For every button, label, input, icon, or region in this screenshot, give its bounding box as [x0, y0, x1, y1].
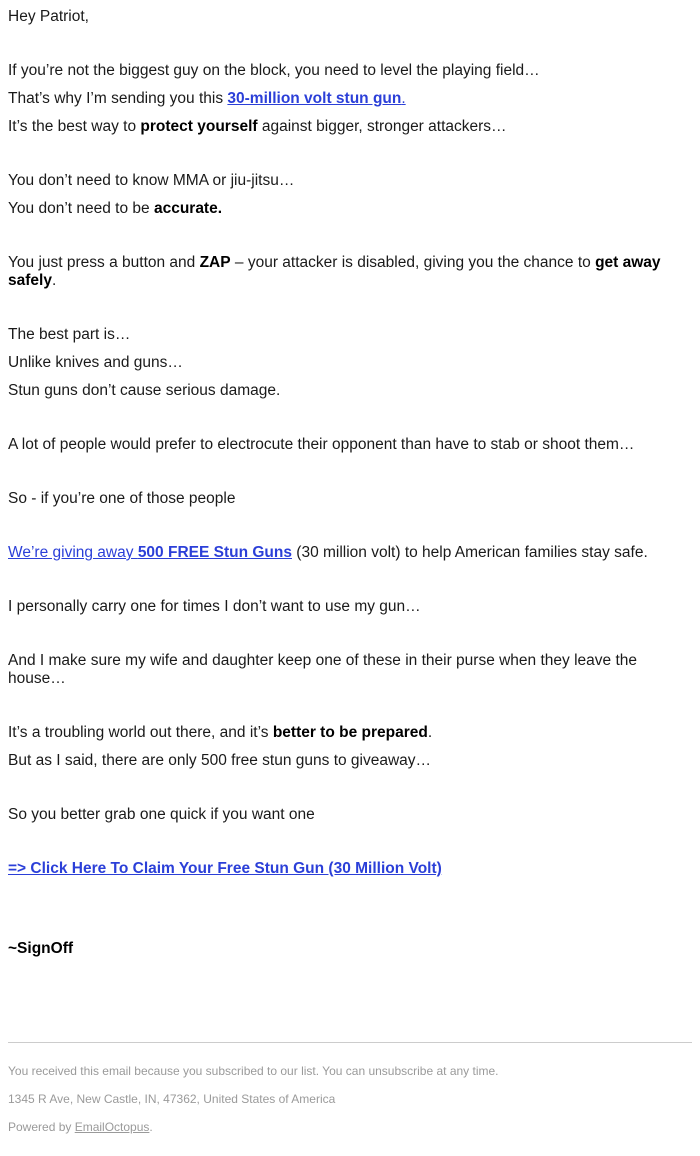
p2-line1: You don’t need to know MMA or jiu-jitsu…: [8, 172, 295, 189]
claim-stun-gun-link[interactable]: => Click Here To Claim Your Free Stun Gun (30 Million Volt): [8, 860, 442, 877]
p4-line3: Stun guns don’t cause serious damage.: [8, 382, 281, 399]
p10-line2: But as I said, there are only 500 free stun guns to giveaway…: [8, 752, 432, 769]
p7-paragraph: We’re giving away 500 FREE Stun Guns (30 million volt) to help American families stay safe.: [8, 544, 648, 561]
claim-cta: [8, 860, 690, 878]
p1-line2: That’s why I’m sending you this 30-million volt stun gun.: [8, 90, 406, 107]
greeting: Hey Patriot,: [8, 8, 89, 25]
footer-divider: [8, 1042, 692, 1043]
p4-line1: The best part is…: [8, 326, 131, 343]
p9-paragraph: And I make sure my wife and daughter keep one of these in their purse when they leave the house…: [8, 652, 637, 687]
emailoctopus-link[interactable]: EmailOctopus: [74, 1120, 150, 1134]
p11-paragraph: So you better grab one quick if you want one: [8, 806, 315, 823]
p4-line2: Unlike knives and guns…: [8, 354, 183, 371]
p8-paragraph: I personally carry one for times I don’t want to use my gun…: [8, 598, 421, 615]
stun-gun-link[interactable]: 30-million volt stun gun: [227, 90, 402, 107]
p10-line1: It’s a troubling world out there, and it’s better to be prepared.: [8, 724, 433, 741]
footer-address: 1345 R Ave, New Castle, IN, 47362, United States of America: [8, 1092, 336, 1106]
signoff: ~SignOff: [8, 940, 74, 957]
stun-gun-link-period[interactable]: .: [401, 90, 406, 107]
p6-paragraph: So - if you’re one of those people: [8, 490, 236, 507]
footer-powered: Powered by EmailOctopus.: [8, 1120, 153, 1134]
p2-line2: You don’t need to be accurate.: [8, 200, 223, 217]
free-stun-guns-link[interactable]: We’re giving away 500 FREE Stun Guns: [8, 544, 292, 561]
p3-paragraph: You just press a button and ZAP – your attacker is disabled, giving you the chance to get away safely.: [8, 254, 661, 289]
p5-paragraph: A lot of people would prefer to electrocute their opponent than have to stab or shoot them…: [8, 436, 635, 453]
p1-line1: If you’re not the biggest guy on the block, you need to level the playing field…: [8, 62, 540, 79]
p1-line3: It’s the best way to protect yourself against bigger, stronger attackers…: [8, 118, 507, 135]
footer-notice: You received this email because you subscribed to our list. You can unsubscribe at any time.: [8, 1064, 499, 1078]
